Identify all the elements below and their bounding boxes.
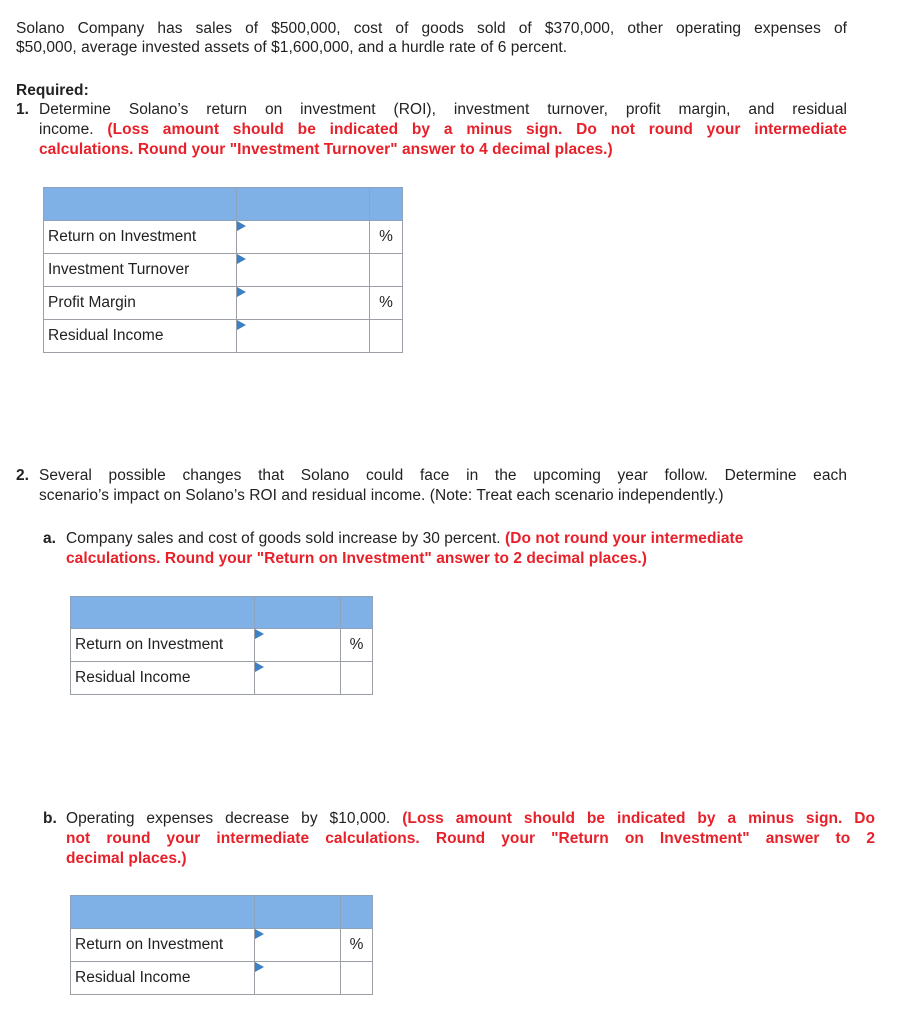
q1-number: 1.	[16, 101, 30, 118]
table-row	[44, 254, 403, 287]
row-label-residual-income: Residual Income	[71, 962, 255, 995]
header-cell	[44, 188, 237, 221]
q2b-instruction-1: (Loss amount should be indicated by a minus sign. Do	[402, 810, 876, 827]
q2a-letter: a.	[43, 530, 57, 547]
required-heading: Required:	[16, 82, 89, 99]
percent-unit: %	[370, 287, 403, 320]
table-header-row	[71, 896, 373, 929]
residual-income-input-cell[interactable]	[255, 662, 341, 695]
q1-answer-table	[43, 187, 403, 353]
roi-input-cell[interactable]	[255, 929, 341, 962]
row-label-residual-income: Residual Income	[44, 320, 237, 353]
percent-unit: %	[370, 221, 403, 254]
investment-turnover-input-cell[interactable]	[237, 254, 370, 287]
roi-input-cell[interactable]	[255, 629, 341, 662]
table-header-row	[71, 597, 373, 629]
scenario-a-residual-income-input[interactable]	[255, 662, 340, 694]
unit-cell	[370, 320, 403, 353]
unit-cell	[341, 662, 373, 695]
percent-unit: %	[341, 929, 373, 962]
table-header-row	[44, 188, 403, 221]
scenario-b-roi-input[interactable]	[255, 929, 340, 961]
header-cell	[370, 188, 403, 221]
row-label-return-on-investment: Return on Investment	[71, 629, 255, 662]
q2b-line-1	[66, 809, 875, 828]
q1-instruction-1: (Loss amount should be indicated by a minus sign. Do not round your intermediate	[107, 121, 847, 138]
investment-turnover-input[interactable]	[237, 254, 369, 286]
header-cell	[71, 896, 255, 929]
table-row	[44, 221, 403, 254]
q2a-instruction-2: calculations. Round your "Return on Investment" answer to 2 decimal places.)	[66, 550, 647, 567]
q2-number: 2.	[16, 467, 30, 484]
intro-line-1: Solano Company has sales of $500,000, cost of goods sold of $370,000, other operating expenses of	[16, 20, 847, 37]
table-row	[71, 662, 373, 695]
residual-income-input-cell[interactable]	[237, 320, 370, 353]
scenario-b-residual-income-input[interactable]	[255, 962, 340, 994]
q2b-instruction-3: decimal places.)	[66, 850, 187, 867]
profit-margin-input-cell[interactable]	[237, 287, 370, 320]
q2a-text: Company sales and cost of goods sold increase by 30 percent.	[66, 530, 506, 547]
header-cell	[255, 896, 341, 929]
header-cell	[237, 188, 370, 221]
q2b-instruction-2: not round your intermediate calculations. Round your "Return on Investment" answer to 2	[66, 830, 875, 847]
residual-income-input-cell[interactable]	[255, 962, 341, 995]
intro-line-2: $50,000, average invested assets of $1,600,000, and a hurdle rate of 6 percent.	[16, 39, 568, 56]
row-label-return-on-investment: Return on Investment	[44, 221, 237, 254]
q2a-line-1	[66, 529, 743, 548]
q2b-letter: b.	[43, 810, 57, 827]
unit-cell	[341, 962, 373, 995]
q2-line-2: scenario’s impact on Solano’s ROI and residual income. (Note: Treat each scenario independently.)	[39, 487, 724, 504]
q1-line-2	[39, 120, 847, 139]
row-label-investment-turnover: Investment Turnover	[44, 254, 237, 287]
q1-line-1: Determine Solano’s return on investment (ROI), investment turnover, profit margin, and residual	[39, 101, 847, 118]
percent-unit: %	[341, 629, 373, 662]
row-label-residual-income: Residual Income	[71, 662, 255, 695]
q2b-text: Operating expenses decrease by $10,000.	[66, 810, 403, 827]
q2-line-1: Several possible changes that Solano could face in the upcoming year follow. Determine each	[39, 467, 847, 484]
table-row	[44, 287, 403, 320]
header-cell	[341, 597, 373, 629]
q2b-answer-table	[70, 895, 373, 995]
unit-cell	[370, 254, 403, 287]
q1-instruction-2: calculations. Round your "Investment Turnover" answer to 4 decimal places.)	[39, 141, 613, 158]
q2a-instruction-1: (Do not round your intermediate	[505, 530, 744, 547]
row-label-profit-margin: Profit Margin	[44, 287, 237, 320]
header-cell	[71, 597, 255, 629]
table-row	[44, 320, 403, 353]
scenario-a-roi-input[interactable]	[255, 629, 340, 661]
header-cell	[255, 597, 341, 629]
roi-input[interactable]	[237, 221, 369, 253]
q1-line-2-text: income.	[39, 121, 108, 138]
profit-margin-input[interactable]	[237, 287, 369, 319]
table-row	[71, 929, 373, 962]
header-cell	[341, 896, 373, 929]
table-row	[71, 629, 373, 662]
residual-income-input[interactable]	[237, 320, 369, 352]
q2a-answer-table	[70, 596, 373, 695]
roi-input-cell[interactable]	[237, 221, 370, 254]
row-label-return-on-investment: Return on Investment	[71, 929, 255, 962]
table-row	[71, 962, 373, 995]
